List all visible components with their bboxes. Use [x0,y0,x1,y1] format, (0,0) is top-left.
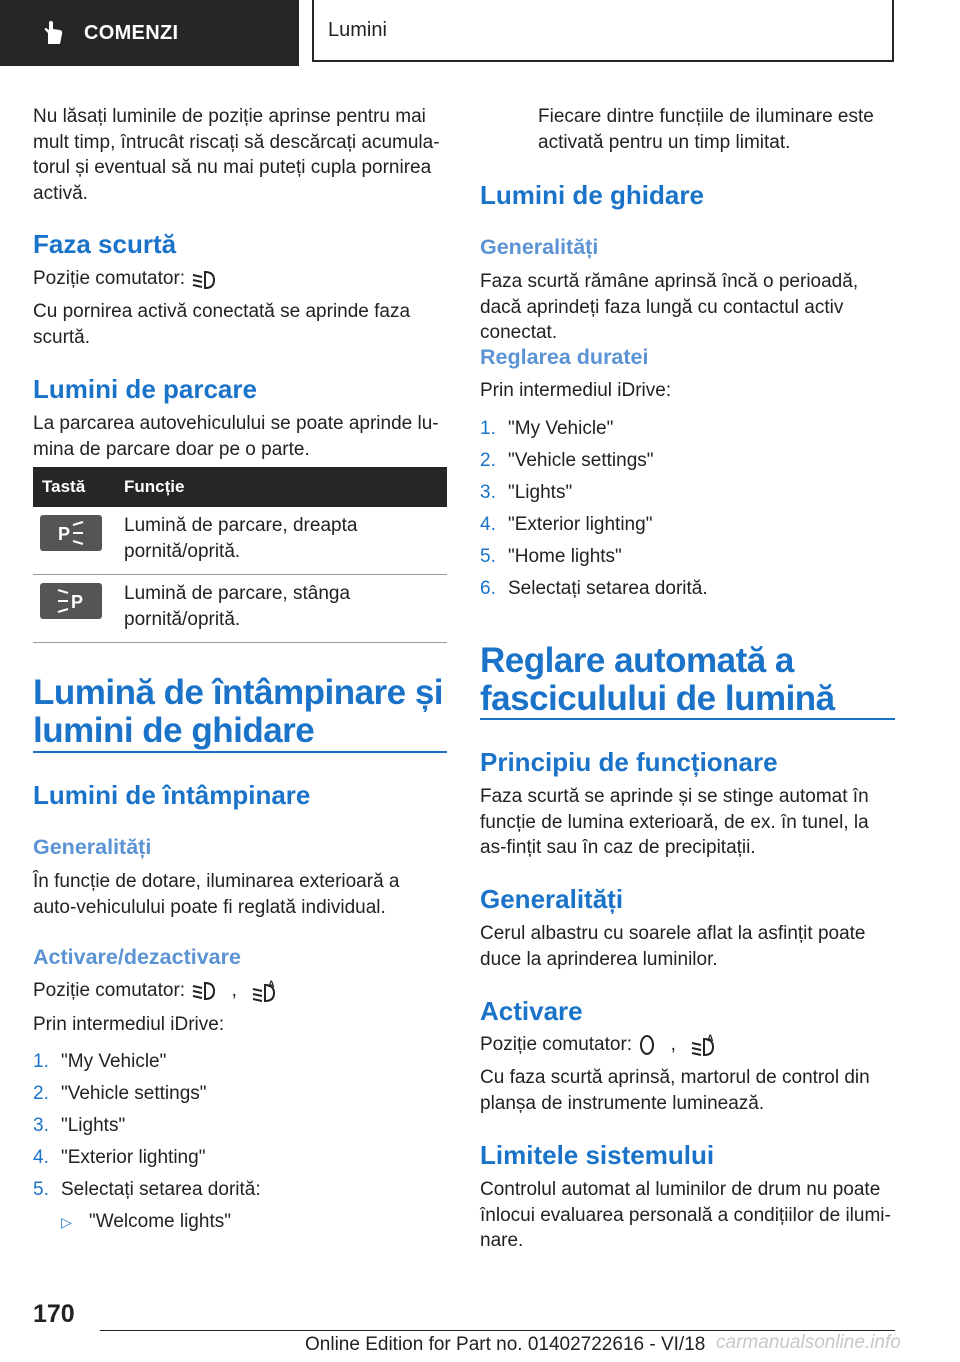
svg-text:A: A [268,979,275,989]
chapter-title: Lumini [328,18,387,41]
welcome-general-heading: Generalități [33,835,152,859]
table-row [33,507,447,575]
parking-light-left-icon [56,589,86,613]
parking-text: La parcarea autovehiculului se poate aprinde lu-mina de parcare doar pe o parte. [33,413,439,460]
limits-text: Controlul automat al luminilor de drum nu poate înlocui evaluarea personală a condițiilor de ilumi-nare. [480,1179,891,1251]
chapter-rule [33,751,447,753]
guide-steps [480,413,895,605]
guide-general-heading: Generalități [480,235,599,259]
auto-activation-text: Cu faza scurtă aprinsă, martorul de control din planșa de instrumente luminează. [480,1067,870,1114]
list-item: 3. "Lights" [480,482,573,503]
switch-label: Poziție comutator: [480,1034,633,1056]
list-item: 2. "Vehicle settings" [480,450,654,471]
parking-left-button[interactable] [40,583,102,619]
list-item: 4. "Exterior lighting" [480,514,653,535]
auto-headlight-icon [689,1033,717,1057]
section-label: COMENZI [84,21,179,44]
low-beam-heading: Faza scurtă [33,229,177,259]
edition-text: Online Edition for Part no. 01402722616 - VI/18 [305,1334,706,1355]
sub-list-item: ▷ "Welcome lights" [33,1206,447,1238]
switch-label: Poziție comutator: [33,980,186,1002]
auto-headlight-icon [250,979,278,1003]
welcome-general-text: În funcție de dotare, iluminarea exterioară a auto-vehiculului poate fi reglată individual. [33,871,400,918]
svg-text:A: A [707,1033,714,1043]
list-item: 4. "Exterior lighting" [33,1147,206,1168]
intro-paragraph: Nu lăsați luminile de poziție aprinse pentru mai mult timp, întrucât riscați să descărcați acumula-torul și eventual să nu mai puteți cupla pornirea activă. [33,106,440,204]
list-item: 3. "Lights" [33,1115,126,1136]
svg-text:P: P [58,524,71,544]
table-header-function: Funcție [124,467,447,507]
table-cell: Lumină de parcare, stânga pornită/oprită. [124,575,447,643]
auto-general-heading: Generalități [480,884,624,914]
low-beam-icon [190,980,218,1002]
parking-light-right-icon [56,521,86,545]
auto-switch-line [480,1033,895,1057]
limits-heading: Limitele sistemului [480,1140,715,1170]
table-header-row [33,467,447,507]
switch-label: Poziție comutator: [33,268,186,289]
parking-table [33,467,447,643]
continued-text: Fiecare dintre funcțiile de iluminare este activată pentru un timp limitat. [538,106,874,153]
table-row [33,575,447,643]
list-item: 1. "My Vehicle" [33,1051,167,1072]
footer-rule [100,1330,895,1331]
list-item: 1. "My Vehicle" [480,418,614,439]
auto-activation-heading: Activare [480,996,583,1026]
guide-general-text: Faza scurtă rămâne aprinsă încă o perioadă, dacă aprindeți faza lungă cu contactul activ conectat. [480,271,859,343]
welcome-chapter-title: Lumină de întâmpinare și lumini de ghidare [33,673,444,750]
low-beam-icon [190,269,218,291]
welcome-heading: Lumini de întâmpinare [33,780,311,810]
auto-chapter-title: Reglare automată a fasciculului de lumină [480,641,835,718]
idrive-label: Prin intermediul iDrive: [33,1014,225,1035]
idrive-label: Prin intermediul iDrive: [480,380,672,401]
list-item: 2. "Vehicle settings" [33,1083,207,1104]
watermark: carmanualsonline.info [716,1332,901,1353]
parking-right-button[interactable] [40,515,102,551]
table-cell: Lumină de parcare, dreapta pornită/oprită. [124,507,447,575]
list-item: 6. Selectați setarea dorită. [480,578,708,599]
parking-heading: Lumini de parcare [33,374,257,404]
page-number: 170 [33,1300,75,1328]
svg-text:P: P [71,592,84,612]
low-beam-switch-line [33,268,447,291]
duration-heading: Reglarea duratei [480,345,649,369]
separator: , [231,980,237,1002]
principle-heading: Principiu de funcționare [480,747,778,777]
chapter-rule [480,718,895,720]
low-beam-text: Cu pornirea activă conectată se aprinde faza scurtă. [33,301,411,348]
guide-heading: Lumini de ghidare [480,180,704,210]
auto-general-text: Cerul albastru cu soarele aflat la asfințit poate duce la aprinderea luminilor. [480,923,866,970]
list-item: 5. Selectați setarea dorită: [33,1179,261,1200]
zero-position-icon [637,1034,657,1056]
triangle-bullet-icon: ▷ [61,1214,72,1230]
table-header-key: Tastă [33,467,124,507]
welcome-switch-line [33,979,447,1003]
welcome-steps [33,1046,447,1206]
separator: , [670,1034,676,1056]
list-item: 5. "Home lights" [480,546,622,567]
principle-text: Faza scurtă se aprinde și se stinge automat în funcție de lumina exterioară, de ex. în tunel, la as-fințit sau în caz de precipitații. [480,786,869,858]
welcome-activation-heading: Activare/dezactivare [33,945,241,969]
